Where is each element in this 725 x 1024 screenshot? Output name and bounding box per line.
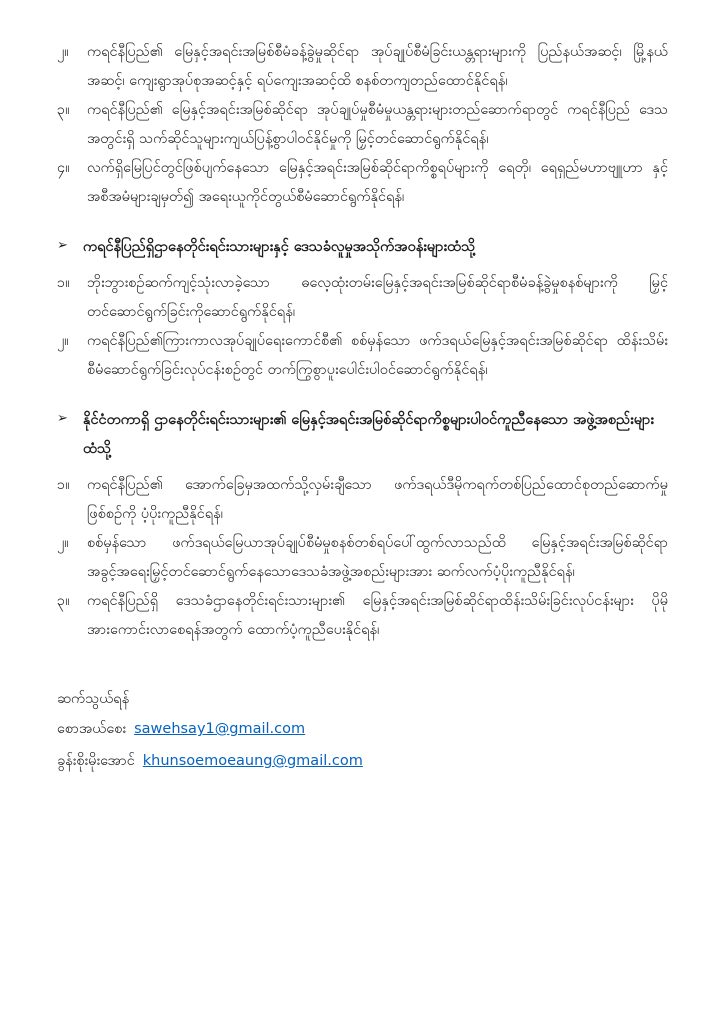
list-item-number: ၁။	[57, 477, 70, 493]
contact-email-link[interactable]: khunsoemoeaung@gmail.com	[142, 752, 363, 769]
local-communities-list	[57, 269, 668, 385]
list-item	[57, 38, 668, 96]
contact-email-link[interactable]: sawehsay1@gmail.com	[134, 721, 306, 737]
list-item-text: ကရင်နီပြည်၏ကြားကာလအုပ်ချုပ်ရေးကောင်စီ၏ စစ်မှန်သော ဖက်ဒရယ်မြေနှင့်အရင်းအမြစ်ဆိုင်ရာ ထိန်းသိမ်းစီမံဆောင်ရွက်ခြင်းလုပ်ငန်းစဉ်တွင် တက်ကြွစွာပူးပေါင်းပါဝင်ဆောင်ရွက်နိုင်ရန်၊	[87, 333, 668, 378]
list-item	[57, 269, 668, 327]
international-orgs-list	[57, 471, 668, 645]
list-item	[57, 471, 668, 529]
contact-name: ခွန်းစိုးမိုးအောင်	[57, 752, 135, 769]
list-item-number: ၁။	[57, 275, 70, 291]
list-item-text: ကရင်နီပြည်၏ အောက်ခြေမှအထက်သို့လှမ်းချီသော ဖက်ဒရယ်ဒီမိုကရက်တစ်ပြည်ထောင်စုတည်ဆောက်မှု ဖြစ်စဉ်ကို ပံ့ပိုးကူညီနိုင်ရန်၊	[87, 477, 668, 522]
contact-entry	[57, 714, 668, 746]
contact-entry	[57, 746, 668, 778]
list-item-text: ကရင်နီပြည်၏ မြေနှင့်အရင်းအမြစ်စီမံခန့်ခွဲမှုဆိုင်ရာ အုပ်ချုပ်စီမံခြင်းယန္တရားများကို ပြည်နယ်အဆင့်၊ မြို့နယ်အဆင့်၊ ကျေးရွာအုပ်စုအဆင့်နှင့် ရပ်ကျေးအဆင့်ထိ စနစ်တကျတည်ထောင်နိုင်ရန်၊	[87, 44, 668, 89]
list-item	[57, 154, 668, 212]
list-item-text: လက်ရှိမြေပြင်တွင်ဖြစ်ပျက်နေသော မြေနှင့်အရင်းအမြစ်ဆိုင်ရာကိစ္စရပ်များကို ရေတို၊ ရေရှည်မဟာဗျူဟာ နှင့် အစီအမံများချမှတ်၍ အရေးယူကိုင်တွယ်စီမံဆောင်ရွက်နိုင်ရန်၊	[87, 160, 668, 205]
contact-section	[57, 685, 668, 778]
section-heading-international-orgs	[57, 406, 668, 464]
list-item-text: စစ်မှန်သော ဖက်ဒရယ်မြေယာအုပ်ချုပ်စီမံမှုစနစ်တစ်ရပ်ပေါ်ထွက်လာသည်ထိ မြေနှင့်အရင်းအမြစ်ဆိုင်ရာ အခွင့်အရေးမြှင့်တင်ဆောင်ရွက်နေသောဒေသခံအဖွဲ့အစည်းများအား ဆက်လက်ပံ့ပိုးကူညီနိုင်ရန်၊	[87, 535, 668, 580]
list-item-text: ကရင်နီပြည်၏ မြေနှင့်အရင်းအမြစ်ဆိုင်ရာ အုပ်ချုပ်မှုစီမံမှုယန္တရားများတည်ဆောက်ရာတွင် ကရင်နီပြည် ဒေသအတွင်းရှိ သက်ဆိုင်သူများကျယ်ပြန့်စွာပါဝင်နိုင်မှုကို မြှင့်တင်ဆောင်ရွက်နိုင်ရန်၊	[87, 102, 668, 147]
section-heading-text: နိုင်ငံတကာရှိ ဌာနေတိုင်းရင်းသားများ၏ မြေနှင့်အရင်းအမြစ်ဆိုင်ရာကိစ္စများပါဝင်ကူညီနေသော အဖွဲ့အစည်းများထံသို့	[83, 412, 655, 457]
list-item-number: ၃။	[57, 593, 70, 609]
list-item-number: ၃။	[57, 102, 70, 118]
contact-name: စောအယ်စေး	[57, 721, 127, 737]
arrow-bullet-icon: ➢	[57, 411, 68, 426]
list-item-text: ကရင်နီပြည်ရှိ ဒေသခံဌာနေတိုင်းရင်းသားများ၏ မြေနှင့်အရင်းအမြစ်ဆိုင်ရာထိန်းသိမ်းခြင်းလုပ်ငန်းများ ပိုမိုအားကောင်းလာစေရန်အတွက် ထောက်ပံ့ကူညီပေးနိုင်ရန်၊	[87, 593, 668, 638]
list-item	[57, 327, 668, 385]
list-item-number: ၂။	[57, 44, 69, 60]
arrow-bullet-icon: ➢	[57, 238, 68, 253]
list-item	[57, 96, 668, 154]
section-heading-local-communities	[57, 233, 668, 262]
list-item	[57, 587, 668, 645]
list-item-number: ၄။	[57, 160, 70, 176]
list-item-number: ၂။	[57, 535, 69, 551]
section-heading-text: ကရင်နီပြည်ရှိဌာနေတိုင်းရင်းသားများနှင့် ဒေသခံလူမှုအသိုက်အဝန်းများထံသို့	[83, 239, 476, 255]
top-numbered-list	[57, 38, 668, 212]
list-item-text: ဘိုးဘွားစဉ်ဆက်ကျင့်သုံးလာခဲ့သော ဓလေ့ထုံးတမ်းမြေနှင့်အရင်းအမြစ်ဆိုင်ရာစီမံခန့်ခွဲမှုစနစ်များကို မြှင့်တင်ဆောင်ရွက်ခြင်းကိုဆောင်ရွက်နိုင်ရန်၊	[87, 275, 668, 320]
list-item-number: ၂။	[57, 333, 69, 349]
list-item	[57, 529, 668, 587]
contact-heading: ဆက်သွယ်ရန်	[57, 691, 130, 707]
